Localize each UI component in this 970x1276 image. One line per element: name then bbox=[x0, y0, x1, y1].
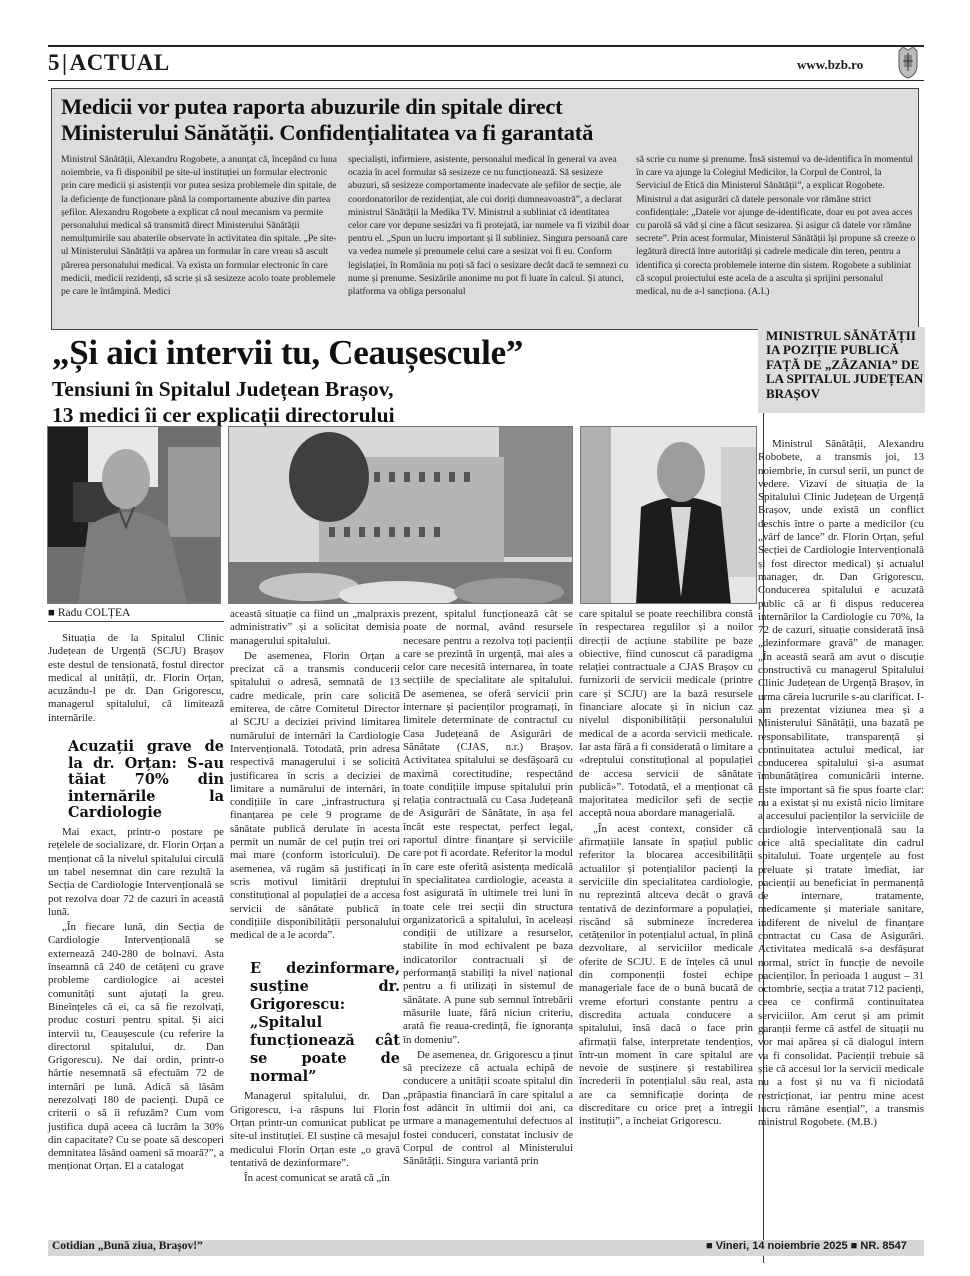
article-column-4 bbox=[579, 608, 753, 1129]
paragraph: această situație ca fiind un „malpraxis administrativ” și a solicitat demisia managerului spitalului. bbox=[230, 608, 400, 647]
author-name: Radu COLȚEA bbox=[57, 607, 131, 619]
article-column-3 bbox=[403, 608, 573, 1168]
page-number: 5 bbox=[48, 50, 60, 75]
box-article-column-3: să scrie cu nume și prenume. Însă sistemul va de-identifica în momentul în care va ajunge la Colegiul Medicilor, la Corpul de Control, la Serviciul de Etică din Ministerul Sănătății”, a explicat Rogobete. Ministrul a dat asigurări că datele personale vor rămâne strict confidențiale: „Datele vor ajunge de-identificate, doar eu pot avea acces cu parolă să văd și cine a făcut sesizarea. Și asigur că datele vor rămâne secrete”. Prin acest formular, Ministerul Sănătății își propune să creeze o legătură directă între autorități și cadrele medicale din teren, pentru a identifica și corecta problemele interne din sistem. Rogobete a subliniat că scopul proiectului este acela de a asculta și sprijini personalul medical, nu de a-l sancționa. (A.I.) bbox=[636, 154, 916, 298]
subheading-accusations: Acuzații grave de la dr. Orțan: S-au tăiat 70% din internările la Cardiologie bbox=[68, 738, 224, 822]
coat-of-arms-icon bbox=[895, 45, 921, 79]
footer-square-icon: ■ bbox=[850, 1240, 858, 1252]
paragraph: Managerul spitalului, dr. Dan Grigorescu, i-a răspuns lui Florin Orțan printr-un comunicat publicat pe site-ul instituției. El susține că mesajul medicului Florin Orțan este „o gravă tentativă de dezinformare”. bbox=[230, 1090, 400, 1169]
manager-portrait-photo bbox=[580, 426, 757, 604]
page-header bbox=[48, 50, 170, 76]
box-article-title bbox=[61, 94, 911, 146]
box-title-line: Medicii vor putea raporta abuzurile din spitale direct bbox=[61, 94, 563, 119]
footer-issue-info bbox=[706, 1240, 907, 1252]
website-link[interactable]: www.bzb.ro bbox=[797, 57, 864, 72]
main-headline: „Și aici intervii tu, Ceaușescule” bbox=[52, 333, 524, 372]
subheading-disinformation: E dezinformare, susține dr. Grigorescu: „Spitalul funcționează cât se poate de normal” bbox=[250, 960, 400, 1086]
sidebar-article-body bbox=[758, 438, 924, 1129]
paragraph: prezent, spitalul funcționează cât se poate de normal, având resursele necesare pentru a rezolva toți pacienții care se prezintă în urgență, mai ales a celor care necesită internarea, în toate secțiile de specialitate ale spitalului. De asemenea, se oferă servicii prin internare și pacienților programați, în limitele determinate de contractul cu Casa Județeană de Asigurări de Sănătate (CJAS, n.r.) Brașov. Activitatea spitalului se desfășoară cu maximă corectitudine, respectând toate condițiile impuse spitalului prin relația contractuală cu Casa Județeană de Asigurări de Sănătate, în așa fel încât este respectat, perfect legal, raportul dintre finanțare și serviciile care pot fi acordate. Referitor la modul în care este oferită asistența medicală în specialitatea cardiologie, aceasta a fost asigurată în ultimele trei luni în toate cele trei secții din structura organizatorică a spitalului, în aceleași condiții de utilizare a resurselor, stabilite în mod echivalent pe baza indicatorilor contractuali și de performanță stabiliți la nivel național pentru a fi utilizați în sistemul de sănătate. A pune sub semnul întrebării măsurile luate, fără niciun criteriu, arată fie reaua-credință, fie ignoranța în domeniu”. bbox=[403, 608, 573, 1046]
article-column-2 bbox=[230, 608, 400, 1186]
main-subheadline bbox=[52, 376, 395, 428]
doctor-portrait-photo bbox=[47, 426, 221, 604]
issue-number: NR. 8547 bbox=[860, 1240, 907, 1252]
paragraph: Situația de la Spitalul Clinic Județean de Urgență (SCJU) Brașov este destul de tensionată, fostul director medical al unității, dr. Florin Orțan, acuzându-l pe dr. Dan Grigorescu, managerul spitalului, că limitează internările. bbox=[48, 632, 224, 724]
paragraph: În acest comunicat se arată că „în bbox=[244, 1172, 390, 1185]
section-name: ACTUAL bbox=[69, 50, 170, 75]
subheadline-line: Tensiuni în Spitalul Județean Brașov, bbox=[52, 377, 394, 401]
paragraph: care spitalul se poate reechilibra constă în respectarea regulilor și a noilor direcții de acțiune stabilite pe baze obiective, fiind cunoscut că paradigma relației contractuale a CJAS Brașov cu furnizorii de servicii medicale (printre care și SCJU) are la bază resursele financiare alocate și în niciun caz nivelul disponibilității personalului medical de a acorda servicii medicale. Iar asta fără a fi considerată o limitare a «dreptului constituțional al populației de accesa servicii de sănătate publică»”. Totodată, el a menționat că majoritatea medicilor șefi de secție acceptă noua abordare managerială. bbox=[579, 608, 753, 820]
sidebar-headline: MINISTRUL SĂNĂTĂȚII IA POZIȚIE PUBLICĂ FAȚĂ DE „ZÂZANIA” DE LA SPITALUL JUDEȚEAN BRAȘOV bbox=[766, 328, 924, 401]
hospital-building-photo bbox=[228, 426, 573, 604]
header-bottom-rule bbox=[48, 80, 924, 81]
box-article-column-1: Ministrul Sănătății, Alexandru Rogobete, a anunțat că, începând cu luna noiembrie, va fi disponibil pe site-ul instituției un formular electronic prin care medicii și asistenții vor putea sesiza problemele din spitale, de la deficiențe de funcționare până la comportamente abuzive din partea șefilor. Alexandru Rogobete a explicat că noul mecanism va permite personalului medical să transmită direct Ministerului Sănătății nemulțumirile sau abaterile observate în activitatea din spitale. „Pe site-ul Ministerului Sănătății va apărea un formular în care vreau să ascult părerea personalului medical. Va exista un formular electronic în care medicii, medicii rezidenți, să scrie și să sesizeze acolo toate problemele pe care le întâmpină. Medici bbox=[61, 154, 338, 298]
issue-date: Vineri, 14 noiembrie 2025 bbox=[715, 1240, 848, 1252]
subheadline-line: 13 medici îi cer explicații directorului bbox=[52, 403, 395, 427]
paragraph: De asemenea, Florin Orțan a precizat că a transmis conducerii spitalului o adresă, semnată de 13 cadre medicale, prin care solicită emiterea, de către Comitetul Director al SCJU a deciziei privind limitarea numărului de internări la Cardiologie Intervențională. Totodată, prin adresa respectivă managerului i se solicită justificarea în scris a deciziei de limitare a numărului de internări, în condițiile în care „infrastructura și finanțarea pe cele 9 programe de sănătate publică derulate în acesta permit un număr de cel puțin trei ori mai mare (conform istoricului). De asemenea, vă rugăm să justificați în scris motivul limitării dreptului constituțional al populației de a accesa servicii de sănătate publică în condițiile disponibilității personalului medical de a le acorda”. bbox=[230, 649, 400, 942]
paragraph: Mai exact, printr-o postare pe rețelele de socializare, dr. Florin Orțan a menționat că la nivelul spitalului circulă un tabel nesemnat din care rezultă la Secția de Cardiologie Intervențională se pot rezolva doar 72 de cazuri în această lună. bbox=[48, 826, 224, 918]
footer-square-icon: ■ bbox=[706, 1240, 713, 1252]
paragraph: „În acest context, consider că afirmațiile lansate în spațiul public referitor la blocarea accesibilității actualilor și potențialilor pacienți la serviciile din specialitatea cardiologie, nu reprezintă altceva decât o gravă tentativă de dezinformare a populației, riscând să submineze încrederea cetățenilor în potențialul actual, în plină dezvoltare, al serviciilor medicale oferite de SCJU. E de înțeles că unul din componenții fostei echipe manageriale face de o bună bucată de vreme eforturi constante pentru a discredita actuala conducere a spitalului, însă dacă o face prin afirmații false, interpretate tendențios, într-un moment în care spitalul are nevoie de susținere și restabilirea încrederii în potențialul său real, asta are ca semnificație dorința de discreditare cu orice preț a întregii instituții”, a încheiat Grigorescu. bbox=[579, 822, 753, 1128]
paragraph: Ministrul Sănătății, Alexandru Robobete, a transmis joi, 13 noiembrie, în cursul serii, un punct de vedere. Vizavi de situația de la Spitalului Clinic Județean de Urgență Brașov, unde există un conflict deschis între o parte a medicilor (cu „vârf de lance” dr. Florin Orțan, șeful Secției de Cardiologie Intervențională și fost director medical) și actualul manager, dr. Dan Grigorescu. Conducerea spitalului e acuzată public că ar fi dispus reducerea internărilor la Cardiologie cu 70%, la 72 de cazuri, situație considerată însă „dezinformare gravă” de manager. „În această seară am avut o discuție constructivă cu managerul Spitalului Clinic Județean de Urgență Brașov, în urma căreia lucrurile s-au clarificat. I-am prezentat viziunea mea și a Ministerului Sănătății, una bazată pe responsabilitate, transparență și continuitatea actului medical, iar conducerea spitalului și-a asumat îmbunătățirea comunicării interne. Este important să fie spus foarte clar: nu a existat și nu există nicio limitare a accesului pacienților la serviciile de cardiologie intervențională sau la orice altă specialitate din cadrul spitalului. Toate urgențele au fost preluate și tratate imediat, iar pacienții au beneficiat în permanență de internare, tratamente, medicamente și materiale sanitare, indiferent de nivelul de finanțare contractat cu Casa de Asigurări. Activitatea medicală s-a desfășurat normal, strict în funcție de nevoile pacienților. În perioada 1 august – 31 octombrie, secția a tratat 712 pacienți, ceea ce confirmă continuitatea serviciilor. Am cerut și am primit garanții ferme că astfel de situații nu vor mai apărea și că dialogul intern va fi consolidat. Pacienții trebuie să știe că accesul lor la servicii medicale nu a fost și nu va fi niciodată restricționat, iar pentru mine acest lucru rămâne esențial”, a transmis ministrul Rogobete. (M.B.) bbox=[758, 438, 925, 1129]
paragraph: „În fiecare lună, din Secția de Cardiologie Intervențională se externează 240-280 de bolnavi. Asta înseamnă că 240 de cetățeni cu grave probleme cardiologice ai acestei comunități sunt ajutați la greu. Bineînțeles că ei, ca să fie rezolvați, produc costuri pentru spital. Și aici intervii tu, Ceaușescule (cu referire la directorul spitalului, dr. Dan Grigorescu). Ne dai ordin, printr-o hârtie nesemnată să efectuăm 72 de internări pe lună. Adică să lăsăm nerezolvați 180 de pacienți. După ce criterii o să îi refuzăm? Cum vom justifica după aceea că lucrăm la 30% din capacitate? Cu se poate să descoperi demnitatea lăsând oameni să moară?”, a menționat Orțan. El a catalogat bbox=[48, 921, 224, 1173]
box-article-column-2: specialiști, infirmiere, asistente, personalul medical în general va avea ocazia în acel formular să sesizeze ce nu funcționează. Să sesizeze abuzuri, să sesizeze comportamente inadecvate ale șefilor de secție, ale coordonatorilor de rezidențiat, ale cui doriți dumneavoastră”, a declarat ministrul Sănătății la Medika TV. Ministrul a subliniat că identitatea celor care vor depune sesizări va fi protejată, iar numele va fi vizibil doar pentru el. „Spun un lucru important și îl subliniez. Singura persoană care va vedea numele și prenumele celui care a sesizat voi fi eu. Conform legislației, în România nu poți să faci o sesizare decât dacă te semnezi cu nume și prenume. Sesizările anonime nu pot fi luate în calcul. Și atunci, platforma va obliga personalul bbox=[348, 154, 630, 298]
article-column-1 bbox=[48, 632, 224, 1174]
byline bbox=[48, 607, 224, 622]
header-top-rule bbox=[48, 45, 924, 47]
paragraph: De asemenea, dr. Grigorescu a ținut să precizeze că actuala echipă de conducere a unității scoate spitalul din „prăpastia financiară în care spitalul a fost adâncit în ultimii doi ani, ca urmare a managementului defectuos al fostei conduceri, constatat inclusiv de Corpul de control al Ministerului Sănătății. Singura variantă prin bbox=[403, 1048, 573, 1168]
box-title-line: Ministerului Sănătății. Confidențialitatea va fi garantată bbox=[61, 120, 594, 145]
section-divider: | bbox=[62, 50, 68, 75]
byline-square-icon: ■ bbox=[48, 607, 55, 619]
publication-name: Cotidian „Bună ziua, Brașov!” bbox=[52, 1240, 203, 1252]
